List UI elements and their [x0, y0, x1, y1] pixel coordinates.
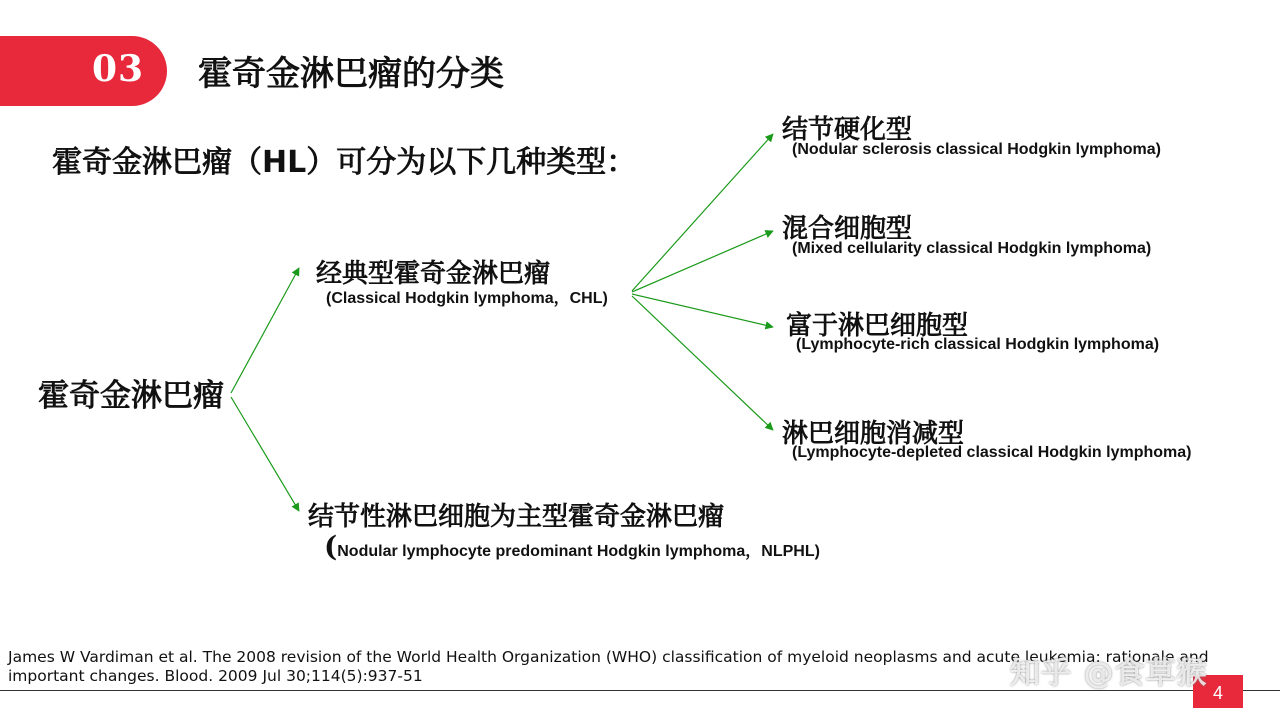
intro-text: 霍奇金淋巴瘤（HL）可分为以下几种类型： [52, 145, 637, 180]
root-node: 霍奇金淋巴瘤 [38, 378, 224, 414]
subtype-nodular-sclerosis-english: (Nodular sclerosis classical Hodgkin lymphoma) [792, 141, 1161, 158]
nlphl-open-paren: ( [324, 530, 338, 563]
subtype-lymphocyte-depleted-english: (Lymphocyte-depleted classical Hodgkin lymphoma) [792, 444, 1192, 461]
citation-text: James W Vardiman et al. The 2008 revision of the World Health Organization (WHO) classification of myeloid neoplasms and acute leukemia: rationale and important changes. Blood. 2009 Jul 30;114(5):937-51 [8, 648, 1209, 685]
nlphl-english: Nodular lymphocyte predominant Hodgkin lymphoma，NLPHL) [337, 543, 820, 560]
subtype-lymphocyte-rich-english: (Lymphocyte-rich classical Hodgkin lymphoma) [796, 336, 1160, 353]
subtype-nodular-sclerosis: 结节硬化型 [782, 115, 913, 145]
subtype-mixed-cellularity-english: (Mixed cellularity classical Hodgkin lymphoma) [792, 240, 1152, 257]
slide-title: 霍奇金淋巴瘤的分类 [198, 54, 504, 94]
subtype-lymphocyte-rich: 富于淋巴细胞型 [786, 311, 969, 341]
watermark: 知乎 @食草猴 [1010, 656, 1208, 691]
arrow-classical-to-lymphocyte-rich [632, 294, 773, 327]
classical-hl-english: (Classical Hodgkin lymphoma，CHL) [326, 290, 608, 307]
nlphl-title: 结节性淋巴细胞为主型霍奇金淋巴瘤 [308, 502, 725, 532]
classical-hl-title: 经典型霍奇金淋巴瘤 [316, 259, 551, 289]
nlphl-english-line [324, 530, 820, 563]
arrow-classical-to-nodular-sclerosis [632, 134, 773, 291]
arrow-classical-to-lymphocyte-depleted [632, 296, 773, 430]
subtype-mixed-cellularity: 混合细胞型 [782, 214, 913, 244]
arrow-classical-to-mixed-cellularity [632, 231, 773, 292]
arrow-root-to-classical [231, 268, 299, 393]
subtype-lymphocyte-depleted: 淋巴细胞消减型 [782, 419, 965, 449]
arrow-root-to-nlphl [231, 397, 299, 511]
section-number: 03 [92, 48, 145, 90]
page-number: 4 [1193, 675, 1243, 708]
